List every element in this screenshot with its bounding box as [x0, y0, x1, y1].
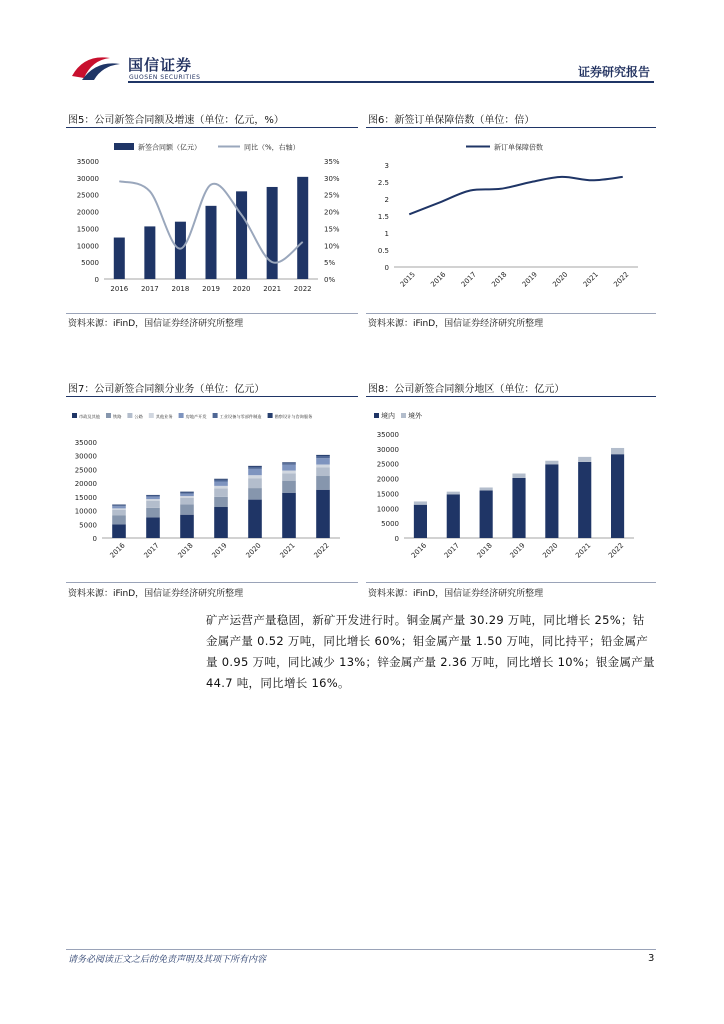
x-tick-label: 2020	[232, 285, 251, 293]
legend-swatch	[106, 413, 111, 418]
fig6-bottom-rule	[366, 313, 656, 314]
y-tick-label: 20000	[376, 475, 399, 484]
y-tick-label: 10000	[74, 507, 97, 516]
bar-segment	[316, 456, 330, 458]
y2-tick-label: 15%	[324, 225, 340, 234]
y-tick-label: 5000	[81, 259, 99, 268]
fig7-bottom-rule	[66, 582, 358, 583]
bar-segment	[447, 494, 460, 538]
fig8-chart	[366, 400, 656, 578]
bar-segment	[214, 480, 228, 482]
bar	[144, 226, 155, 279]
legend-label: 境内	[381, 412, 395, 420]
y-tick-label: 0.5	[377, 247, 389, 255]
bar-segment	[180, 494, 194, 496]
y-tick-label: 30000	[376, 445, 399, 454]
legend-swatch	[149, 413, 154, 418]
y2-tick-label: 35%	[324, 158, 340, 166]
bar-segment	[112, 510, 126, 516]
legend-label: 市政及其他	[79, 414, 100, 419]
x-tick-label: 2022	[612, 270, 631, 289]
x-tick-label: 2016	[108, 541, 127, 560]
bar-segment	[112, 505, 126, 506]
bar-segment	[248, 488, 262, 500]
bar-segment	[180, 492, 194, 493]
y2-tick-label: 10%	[324, 242, 340, 251]
y-tick-label: 0	[394, 535, 399, 543]
logo-subtitle: GUOSEN SECURITIES	[129, 74, 201, 81]
fig5-source: 资料来源：iFinD，国信证券经济研究所整理	[68, 319, 244, 329]
y-tick-label: 2.5	[377, 179, 389, 187]
fig5-chart	[66, 131, 358, 309]
y2-tick-label: 20%	[324, 208, 340, 217]
y-tick-label: 35000	[76, 158, 99, 166]
y2-tick-label: 25%	[324, 191, 340, 200]
y-tick-label: 10000	[376, 505, 399, 514]
bar-segment	[316, 467, 330, 476]
bar-segment	[414, 501, 427, 504]
bar-segment	[214, 497, 228, 507]
bar-segment	[282, 462, 296, 463]
legend-swatch	[268, 413, 273, 418]
legend-label: 公路	[134, 414, 143, 419]
y-tick-label: 25000	[76, 191, 99, 200]
x-tick-label: 2019	[508, 541, 527, 560]
fig6-caption: 图6：新签订单保障倍数（单位：倍）	[368, 115, 535, 126]
bar-segment	[146, 497, 160, 499]
bar-segment	[214, 507, 228, 538]
bar-segment	[248, 478, 262, 488]
legend-swatch	[127, 413, 132, 418]
bar-segment	[146, 501, 160, 508]
bar-segment	[214, 486, 228, 488]
bar	[205, 206, 216, 279]
fig8-bottom-rule	[366, 582, 656, 583]
legend-label: 境外	[408, 412, 422, 420]
x-tick-label: 2019	[210, 541, 229, 560]
bar-segment	[112, 524, 126, 538]
header	[0, 0, 724, 90]
line-series-coverage	[409, 177, 623, 214]
bar-segment	[248, 500, 262, 538]
legend-label: 铁路	[113, 414, 122, 419]
bar-segment	[282, 473, 296, 480]
y-tick-label: 35000	[376, 431, 399, 439]
fig7-caption: 图7：公司新签合同额分业务（单位：亿元）	[68, 384, 265, 395]
footer-rule	[66, 949, 656, 950]
bar	[236, 191, 247, 279]
logo-name: 国信证券	[128, 56, 193, 74]
bar-segment	[414, 505, 427, 538]
bar-segment	[512, 478, 525, 538]
y-tick-label: 15000	[74, 493, 97, 502]
y2-tick-label: 5%	[324, 259, 336, 268]
bar-segment	[316, 458, 330, 464]
y-tick-label: 30000	[74, 452, 97, 461]
bar-segment	[214, 481, 228, 485]
legend-swatch	[179, 413, 184, 418]
bar-segment	[578, 462, 591, 538]
y-tick-label: 3	[384, 162, 389, 170]
y-tick-label: 15000	[76, 225, 99, 234]
bar-segment	[578, 457, 591, 462]
report-type: 证券研究报告	[578, 65, 651, 79]
y-tick-label: 15000	[376, 490, 399, 499]
fig8-caption: 图8：公司新签合同额分地区（单位：亿元）	[368, 384, 565, 395]
y-tick-label: 2	[384, 196, 389, 204]
bar-segment	[146, 495, 160, 496]
bar-segment	[282, 471, 296, 474]
y-tick-label: 25000	[376, 460, 399, 469]
y-tick-label: 35000	[74, 439, 97, 447]
fig5-bottom-rule	[66, 313, 358, 314]
x-tick-label: 2020	[551, 270, 570, 289]
legend-swatch	[401, 413, 406, 418]
x-tick-label: 2022	[607, 541, 626, 560]
bar-segment	[282, 493, 296, 538]
x-tick-label: 2017	[140, 285, 159, 293]
x-tick-label: 2018	[490, 270, 509, 289]
x-tick-label: 2021	[263, 285, 282, 293]
x-tick-label: 2018	[171, 285, 190, 293]
fig5-caption: 图5：公司新签合同额及增速（单位：亿元，%）	[68, 115, 284, 126]
fig6-top-rule	[366, 127, 656, 128]
fig8-source: 资料来源：iFinD，国信证券经济研究所整理	[368, 589, 544, 599]
fig6-source: 资料来源：iFinD，国信证券经济研究所整理	[368, 319, 544, 329]
x-tick-label: 2018	[475, 541, 494, 560]
bar-segment	[146, 508, 160, 518]
bar-segment	[180, 504, 194, 514]
bar-segment	[248, 467, 262, 469]
bar-segment	[480, 487, 493, 490]
bar-segment	[112, 516, 126, 525]
x-tick-label: 2016	[429, 270, 448, 289]
bar-segment	[282, 463, 296, 465]
x-tick-label: 2022	[312, 541, 331, 560]
bar-segment	[180, 492, 194, 493]
x-tick-label: 2017	[459, 270, 478, 289]
x-tick-label: 2021	[574, 541, 593, 560]
bar-segment	[316, 490, 330, 538]
bar-segment	[282, 465, 296, 471]
bar-segment	[316, 464, 330, 467]
fig7-top-rule	[66, 396, 358, 397]
y-tick-label: 25000	[74, 466, 97, 475]
x-tick-label: 2016	[409, 541, 429, 560]
x-tick-label: 2016	[110, 285, 129, 293]
legend-label: 新订单保障倍数	[494, 143, 543, 152]
bar-segment	[248, 475, 262, 478]
bar-segment	[282, 481, 296, 493]
y-tick-label: 5000	[79, 521, 97, 530]
y-tick-label: 5000	[381, 520, 399, 529]
legend-label: 同比（%，右轴）	[244, 143, 300, 152]
x-tick-label: 2019	[520, 270, 539, 289]
bar-segment	[146, 499, 160, 501]
bar-segment	[248, 469, 262, 475]
y-tick-label: 10000	[76, 242, 99, 251]
bar-segment	[146, 495, 160, 496]
fig5-top-rule	[66, 127, 358, 128]
y-tick-label: 0	[384, 264, 389, 272]
x-tick-label: 2019	[202, 285, 220, 293]
legend-label: 勘察设计与咨询服务	[274, 414, 313, 419]
page-number: 3	[648, 953, 655, 964]
x-tick-label: 2020	[244, 541, 263, 560]
y-tick-label: 30000	[76, 174, 99, 183]
legend-swatch	[213, 413, 218, 418]
bar	[114, 238, 125, 279]
body-paragraph: 矿产运营产量稳固，新矿开发进行时。铜金属产量 30.29 万吨，同比增长 25%；钴金属产量 0.52 万吨，同比增长 60%；钼金属产量 1.50 万吨，同比持平；铅金属产量 0.95 万吨，同比减少 13%；锌金属产量 2.36 万吨，同比增长 10%；银金属产量 44.7 吨，同比增长 16%。	[206, 613, 655, 690]
x-tick-label: 2020	[541, 541, 560, 560]
y-tick-label: 20000	[76, 208, 99, 217]
y2-tick-label: 30%	[324, 174, 340, 183]
y-tick-label: 20000	[74, 480, 97, 489]
bar-segment	[112, 505, 126, 506]
bar-segment	[611, 454, 624, 538]
bar-segment	[214, 488, 228, 497]
y-tick-label: 0	[92, 535, 97, 543]
legend-swatch	[374, 413, 379, 418]
x-tick-label: 2018	[176, 541, 195, 560]
bar-segment	[512, 474, 525, 478]
bar	[297, 177, 308, 279]
legend-label: 其他业务	[155, 414, 173, 419]
legend-label: 工业设备与零部件制造	[219, 414, 262, 419]
x-tick-label: 2017	[442, 541, 462, 560]
legend-label: 房地产开发	[185, 414, 207, 419]
bar-segment	[214, 479, 228, 480]
bar	[175, 222, 186, 279]
legend-label: 新签合同额（亿元）	[138, 143, 201, 152]
bar-segment	[447, 492, 460, 495]
bar	[267, 187, 278, 279]
fig7-source: 资料来源：iFinD，国信证券经济研究所整理	[68, 589, 244, 599]
fig6-chart	[366, 131, 656, 309]
bar-segment	[545, 464, 558, 538]
bar-segment	[180, 496, 194, 498]
x-tick-label: 2021	[278, 541, 297, 560]
x-tick-label: 2022	[293, 285, 312, 293]
bar-segment	[180, 515, 194, 538]
footer-disclaimer: 请务必阅读正文之后的免责声明及其项下所有内容	[68, 955, 267, 965]
bar-segment	[180, 498, 194, 504]
fig7-chart	[66, 400, 358, 578]
x-tick-label: 2017	[142, 541, 161, 560]
y-tick-label: 1.5	[377, 213, 389, 221]
guosen-logo-icon	[70, 52, 122, 82]
header-rule	[128, 81, 654, 83]
legend-swatch	[72, 413, 77, 418]
bar-segment	[316, 476, 330, 490]
bar-segment	[545, 461, 558, 465]
x-tick-label: 2015	[398, 270, 417, 289]
bar-segment	[611, 448, 624, 454]
legend-swatch-bar	[114, 143, 134, 150]
y-tick-label: 1	[384, 230, 389, 238]
bar-segment	[248, 466, 262, 467]
bar-segment	[316, 455, 330, 456]
bar-segment	[112, 508, 126, 509]
bar-segment	[480, 490, 493, 538]
x-tick-label: 2021	[581, 270, 600, 289]
y-tick-label: 0	[94, 276, 99, 284]
fig8-top-rule	[366, 396, 656, 397]
y2-tick-label: 0%	[324, 276, 336, 284]
bar-segment	[146, 517, 160, 538]
bar-segment	[112, 506, 126, 508]
